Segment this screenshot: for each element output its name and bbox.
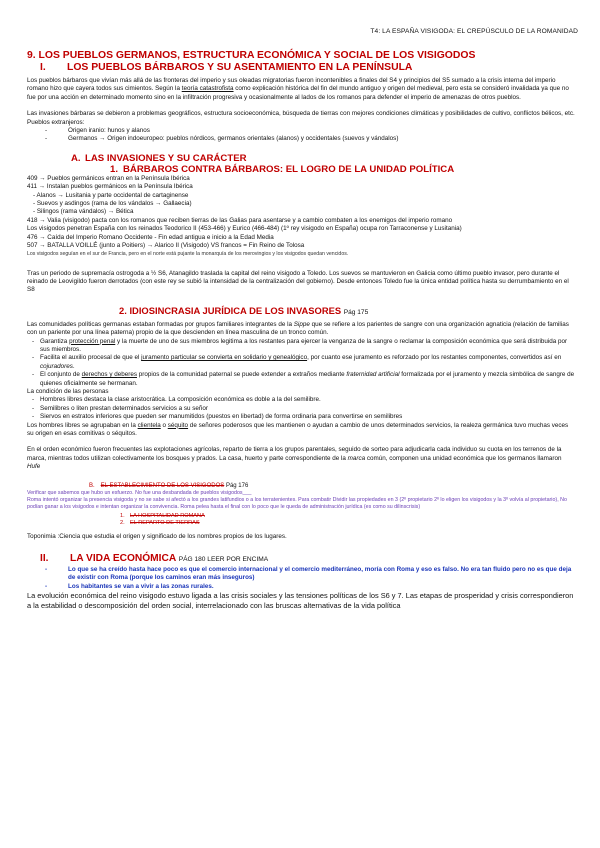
section-9-title: 9. LOS PUEBLOS GERMANOS, ESTRUCTURA ECONÓMICA Y SOCIAL DE LOS VISIGODOS <box>27 50 476 61</box>
paragraph: La evolución económica del reino visigodo estuvo ligada a las crisis sociales y las tensiones políticas de los S6 y 7. Las etapas de prosperidad y crisis correspondieron a la estabilidad o descomposición del orden social, interrelacionado con las bruscas alternativas de la vida política <box>27 591 574 611</box>
italic-term: cojuradores <box>40 362 73 370</box>
timeline-entry: 409 → Pueblos germánicos entran en la Península Ibérica <box>27 174 190 182</box>
heading-2 <box>27 305 576 318</box>
economy-notes-list <box>27 566 576 591</box>
text: o <box>160 421 168 429</box>
list-item: - Suevos y asdingos (rama de los vándalos → Gallaecia) <box>33 200 576 208</box>
timeline-entry: 476 → Caída del Imperio Romano Occidente - Fin edad antigua e inicio a la Edad Media <box>27 233 274 241</box>
note: Verificar que sabemos que hubo un esfuerzo. No fue una desbandada de pueblos visigodos___ <box>27 489 252 496</box>
content <box>27 50 576 611</box>
list-item <box>32 338 576 355</box>
struck-heading <box>27 513 576 520</box>
list-item: - Hombres libres destaca la clase aristocrática. La composición económica es doble a la del semilibre. <box>32 396 576 404</box>
heading-A <box>27 153 576 164</box>
text: Los pueblos bárbaros que vivían más allá de las fronteras del imperio y sus oleadas migratorias fueron incontenibles a finales del S4 y principios del S5 sumado a la crisis interna del imperio romano hizo que cayera todos sus cimientos. Según la <box>27 77 556 93</box>
heading-number: 2. <box>120 519 125 526</box>
list-item: - Germanos → Origen indoeuropeo: pueblos nórdicos, germanos orientales (alanos) y occidentales (suevos y vándalos) <box>45 135 576 143</box>
text: de señores poderosos que les mantienen o ayudan a cambio de unos determinados servicios, la realeza germánica tuvo muchas veces su origen en esas comitivas o séquitos. <box>27 421 569 437</box>
text: como explicación histórica del fin del mundo antiguo y origen del medieval, pero esta se consideró invalidada ya que no fue por una acción en determinado momento sino en la infiltración progresiva y ocasionalmente al lados de los romanos para defender el imperio de amenazas de otros pueblos. <box>27 85 569 101</box>
heading-1 <box>27 164 576 175</box>
text: propios de la comunidad paternal se puede extender a extraños mediante <box>136 371 347 379</box>
text: Garantiza <box>40 337 70 345</box>
italic-term: Sippe <box>293 320 310 328</box>
small-note: Los visigodos seguían en el sur de Francia, pero en el norte está pujante la monarquía de los merovingios y los visigodos quedan vencidos. <box>27 250 349 257</box>
heading-text: IDIOSINCRASIA JURÍDICA DE LOS INVASORES <box>129 304 342 316</box>
timeline-entry: 418 → Valia (visigodo) pacta con los romanos que reciben tierras de las Galias para asentarse y a cambio combaten a los enemigos del imperio romano <box>27 216 453 224</box>
text: . <box>72 362 75 370</box>
list-item: - Semilibres o liten prestan determinados servicios a su señor <box>32 405 576 413</box>
heading-text: LOS PUEBLOS BÁRBAROS Y SU ASENTAMIENTO EN LA PENÍNSULA <box>67 62 413 73</box>
underlined-term: protección penal <box>69 337 116 345</box>
heading-text: EL ESTABLECIMIENTO DE LOS VISIGODOS <box>100 482 225 489</box>
heading-number: 2. <box>119 304 127 316</box>
timeline-sublist <box>27 192 576 217</box>
list-item: - Siervos en estratos inferiores que pueden ser manumitidos (puestos en libertad) de forma ordinaria para convertirse en semilibres <box>32 413 576 421</box>
paragraph: La condición de las personas <box>27 387 109 395</box>
page-reference: Pág 176 <box>225 482 249 489</box>
page-reference: Pág 175 <box>343 308 369 316</box>
paragraph <box>27 446 576 471</box>
timeline-entry: Los visigodos penetran España con los reinados Teodorico II (453-466) y Eurico (466-484) (1º rey visigodo en España) ocupa ron Tarraconense y Lusitania) <box>27 225 462 233</box>
heading-number: A. <box>71 152 81 164</box>
paragraph: Pueblos extranjeros: <box>27 118 85 126</box>
heading-number: I. <box>40 62 46 73</box>
italic-term: fraternidad artificial <box>346 371 400 379</box>
list-item: - Origen iranio: hunos y alanos <box>45 127 576 135</box>
heading-text: EL REPARTO DE TIERRAS <box>130 519 200 526</box>
text: , por cuanto ese juramento es reforzado por los restantes componentes, convertidos así en <box>307 354 562 362</box>
heading-B <box>27 482 576 490</box>
heading-II <box>27 553 576 566</box>
heading-text: LAS INVASIONES Y SU CARÁCTER <box>85 152 247 164</box>
text: Los hombres libres se agrupaban en la <box>27 421 138 429</box>
underlined-term: juramento particular se convierta en solidario y genealógico <box>141 354 308 362</box>
list-item: - Alanos → Lusitania y parte occidental de cartaginense <box>33 192 576 200</box>
list-item <box>32 354 576 371</box>
sippe-features-list <box>27 338 576 388</box>
note: Roma intentó organizar la presencia visigoda y no se sabe si afectó a los grandes latifundios o a los terratenientes. Para combatir Dividir las propiedades en 3 (2º propietario 2º lo eligen los visigodos y la 3º volvía al propietario), No podían ganar a los visigodos e intentan organizar la convivencia. Roma pelea hasta el final con lo poco que le queda de administración jurídica (es como su dilinscrisis) <box>27 496 567 510</box>
paragraph <box>27 77 576 102</box>
heading-number: II. <box>40 553 49 565</box>
heading-number: B. <box>89 482 95 489</box>
conditions-list <box>27 396 576 421</box>
paragraph: Las invasiones bárbaras se debieron a problemas geográficos, estructura socioeconómica, búsqueda de tierras con mejores condiciones climáticas y posibilidades de cultivo, conflictos bélicos, etc. <box>27 110 575 118</box>
paragraph <box>27 422 576 439</box>
underlined-term: derechos y deberes <box>81 371 137 379</box>
list-item: - Silingos (rama vándalos) → Bética <box>33 208 576 216</box>
italic-term: marca <box>347 454 366 462</box>
heading-number: 1. <box>120 512 125 519</box>
text: Las comunidades políticas germanas estaban formadas por grupos familiares integrantes de la <box>27 320 294 328</box>
underlined-term: clientela <box>137 421 161 429</box>
running-header: T4: LA ESPAÑA VISIGODA: EL CREPÚSCULO DE LA ROMANIDAD <box>370 28 578 35</box>
heading-text: LA VIDA ECONÓMICA <box>70 553 176 565</box>
heading-number: 1. <box>110 163 119 175</box>
text: Facilita el auxilio procesal de que el <box>40 354 142 362</box>
struck-heading <box>27 520 576 527</box>
text: y la muerte de uno de sus miembros legitima a los restantes para ejercer la venganza de la sangre o reclamar la composición económica que será distribuida por sus miembros. <box>40 337 568 353</box>
heading-I <box>27 62 576 74</box>
text: El conjunto de <box>40 371 82 379</box>
page-reference: PÁG 180 LEER POR ENCIMA <box>178 556 269 564</box>
list-item: - Los habitantes se van a vivir a las zonas rurales. <box>45 583 576 591</box>
paragraph: Tras un periodo de supremacía ostrogoda a ½ S6, Atanagildo traslada la capital del reino visigodo a Toledo. Los suevos se mantuvieron en Galicia como último pueblo invasor, pero durante el reinado de Leovigildo fueron derrotados (con este rey se subió la intensidad de la centralización del gobierno). Desde entonces Toledo fue la única entidad política hasta su derrumbamiento en el S8 <box>27 269 569 294</box>
italic-term: Hufe <box>27 463 41 471</box>
list-item <box>32 371 576 388</box>
paragraph: Toponimia :Ciencia que estudia el origen y significado de los nombres propios de los lugares. <box>27 532 287 540</box>
list-item: - Lo que se ha creído hasta hace poco es que el comercio internacional y el comercio mediterráneo, moría con Roma y eso es falso. No era tan fluido pero no es que deja de existir con Roma (porque los caminos eran más inseguros) <box>45 566 576 583</box>
underlined-term: teoría catastrofista <box>181 85 234 93</box>
text: común, componen una unidad económica que los germanos llamaron <box>365 454 562 462</box>
paragraph <box>27 321 576 338</box>
underlined-term: séquito <box>167 421 189 429</box>
peoples-list <box>27 127 576 144</box>
text: En el orden económico fueron frecuentes las explotaciones agrícolas, reparto de tierra a los grupos parentales, seguido de sorteo para adjudicarla cada individuo su cuota en los terrenos de la marca, mientras todos utilizan colectivamente los bosques y prados. La casa, huerto y parte correspondiente de la <box>27 446 562 462</box>
text: formalizada por el juramento y mezcla simbólica de sangre de quienes oficialmente se hermanan. <box>40 371 575 387</box>
text: que se refiere a los parientes de sangre con una organización agnaticia (relación de familias con un pariente por una línea paterna) propio de la que descienden en línea masculina de un tronco común. <box>27 320 569 337</box>
timeline-entry: 411 → Instalan pueblos germánicos en la Península Ibérica <box>27 183 193 191</box>
heading-text: BÁRBAROS CONTRA BÁRBAROS: EL LOGRO DE LA UNIDAD POLÍTICA <box>123 163 455 175</box>
heading-text: LA HOSPITALIDAD ROMANA <box>130 512 205 519</box>
timeline-entry: 507 → BATALLA VOILLÉ (junto a Poitiers) → Alarico II (Visigodo) VS francos = Fin Reino de Tolosa <box>27 242 305 250</box>
